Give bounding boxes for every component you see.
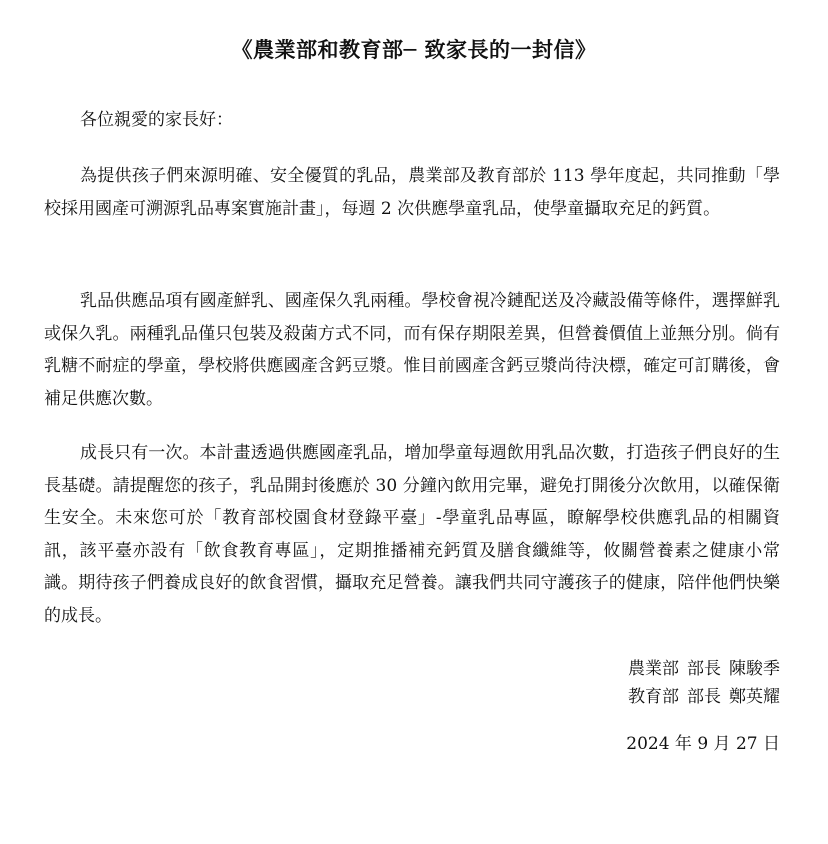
signature-role: 部長: [687, 659, 721, 679]
signature-role: 部長: [687, 687, 721, 707]
signature-ministry: 教育部: [628, 687, 679, 707]
signature-name: 鄭英耀: [729, 687, 780, 707]
letter-title: 《農業部和教育部─ 致家長的一封信》: [231, 37, 597, 62]
paragraph-3: 成長只有一次。本計畫透過供應國產乳品，增加學童每週飲用乳品次數，打造孩子們良好的生長基礎。請提醒您的孩子，乳品開封後應於 30 分鐘內飲用完畢，避免打開後分次飲用，以確保衛生安全。未來您可於「教育部校園食材登錄平臺」-學童乳品專區，瞭解學校供應乳品的相關資訊，該平臺亦設有「飲食教育專區」，定期推播補充鈣質及膳食纖維等，攸關營養素之健康小常識。期待孩子們養成良好的飲食習慣，攝取充足營養。讓我們共同守護孩子的健康，陪伴他們快樂的成長。: [44, 443, 780, 626]
signature-name: 陳駿季: [729, 659, 780, 679]
paragraph-1: 為提供孩子們來源明確、安全優質的乳品，農業部及教育部於 113 學年度起，共同推動「學校採用國產可溯源乳品專案實施計畫」，每週 2 次供應學童乳品，使學童攝取充足的鈣質。: [44, 166, 780, 219]
signature-ministry: 農業部: [628, 659, 679, 679]
signature-agriculture: [628, 655, 780, 683]
letter-date: 2024 年 9 月 27 日: [626, 734, 780, 754]
paragraph-2: 乳品供應品項有國產鮮乳、國產保久乳兩種。學校會視冷鏈配送及冷藏設備等條件，選擇鮮乳或保久乳。兩種乳品僅只包裝及殺菌方式不同，而有保存期限差異，但營養價值上並無分別。倘有乳糖不耐症的學童，學校將供應國產含鈣豆漿。惟目前國產含鈣豆漿尚待決標，確定可訂購後，會補足供應次數。: [44, 291, 780, 409]
signature-education: [628, 683, 780, 711]
letter-greeting: 各位親愛的家長好：: [80, 110, 233, 130]
